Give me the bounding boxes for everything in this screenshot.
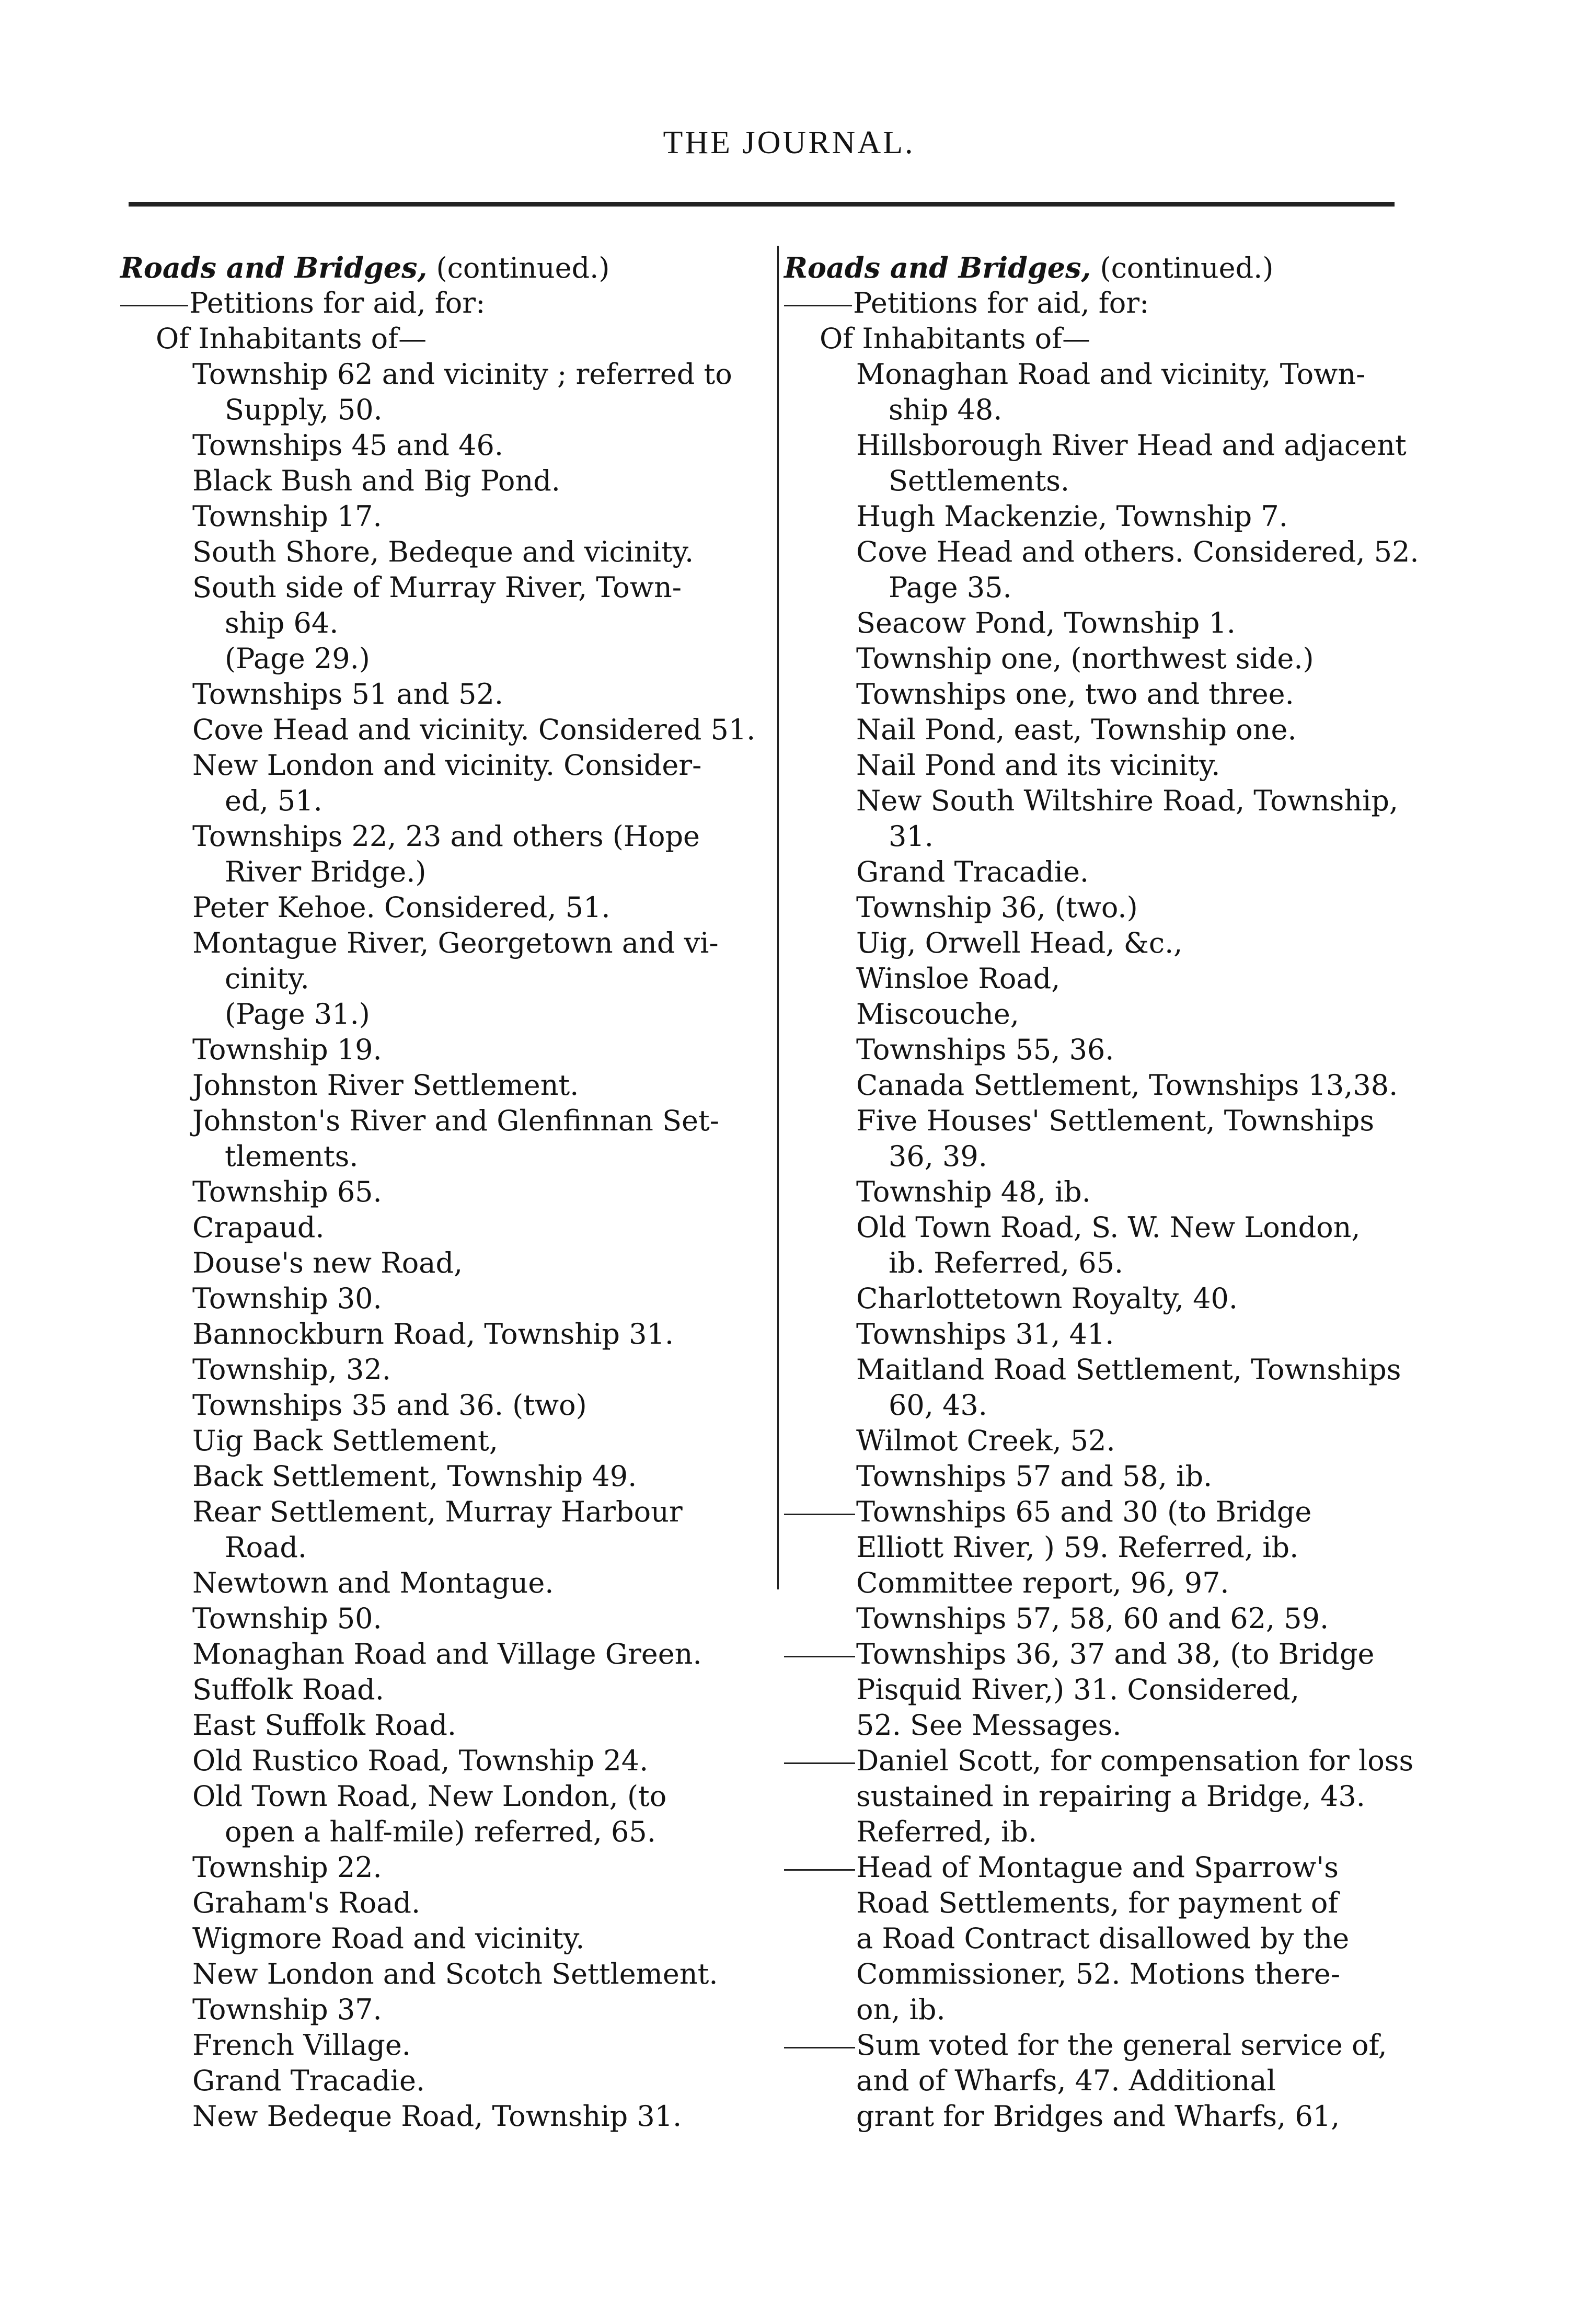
entry: Uig Back Settlement, bbox=[192, 1424, 498, 1457]
entry: Five Houses' Settlement, Townships bbox=[856, 1104, 1375, 1137]
entry: Winsloe Road, bbox=[856, 962, 1061, 995]
entry: Old Town Road, New London, (to bbox=[192, 1780, 667, 1813]
subheading: Petitions for aid, for: bbox=[120, 285, 768, 321]
entry: Graham's Road. bbox=[192, 1886, 421, 1919]
entry: New London and vicinity. Consider- bbox=[192, 749, 702, 782]
left-column bbox=[120, 250, 768, 2134]
entry: Nail Pond, east, Township one. bbox=[856, 713, 1297, 746]
entry: Old Rustico Road, Township 24. bbox=[192, 1744, 649, 1777]
entry-continuation: sustained in repairing a Bridge, 43. bbox=[856, 1780, 1365, 1813]
entry: Township 36, (two.) bbox=[856, 891, 1138, 924]
entry-continuation: River Bridge.) bbox=[225, 855, 427, 888]
entry: Township 50. bbox=[192, 1602, 382, 1635]
entry: Township 37. bbox=[192, 1993, 382, 2026]
entry: Townships 55, 36. bbox=[856, 1033, 1114, 1066]
entry: Uig, Orwell Head, &c., bbox=[856, 926, 1183, 959]
entry-continuation: Settlements. bbox=[889, 464, 1070, 497]
em-dash bbox=[784, 1869, 855, 1871]
entry: Crapaud. bbox=[192, 1211, 325, 1244]
entry: Wilmot Creek, 52. bbox=[856, 1424, 1115, 1457]
entry-continuation: 36, 39. bbox=[889, 1140, 987, 1173]
entry-continuation: ib. Referred, 65. bbox=[889, 1246, 1124, 1279]
entry: Newtown and Montague. bbox=[192, 1566, 554, 1599]
entry-continuation: ed, 51. bbox=[225, 784, 322, 817]
entry: South side of Murray River, Town- bbox=[192, 571, 682, 604]
entry-continuation: 31. bbox=[889, 820, 934, 853]
entry: South Shore, Bedeque and vicinity. bbox=[192, 535, 694, 568]
entry-continuation: on, ib. bbox=[856, 1993, 946, 2026]
group-heading: Of Inhabitants of— bbox=[156, 322, 427, 355]
entry: Suffolk Road. bbox=[192, 1673, 384, 1706]
dash-entry: Daniel Scott, for compensation for loss bbox=[784, 1743, 1437, 1779]
entry: Township one, (northwest side.) bbox=[856, 642, 1314, 675]
entry-continuation: (Page 31.) bbox=[225, 998, 370, 1031]
entry: Township 30. bbox=[192, 1282, 382, 1315]
entry: Bannockburn Road, Township 31. bbox=[192, 1318, 674, 1350]
entry: Hugh Mackenzie, Township 7. bbox=[856, 500, 1288, 533]
em-dash bbox=[784, 2047, 855, 2048]
entry-continuation: Elliott River, ) 59. Referred, ib. bbox=[856, 1531, 1299, 1564]
dash-entry: Townships 36, 37 and 38, (to Bridge bbox=[784, 1636, 1437, 1672]
entry-continuation: tlements. bbox=[225, 1140, 359, 1173]
entry: Monaghan Road and Village Green. bbox=[192, 1638, 702, 1670]
entry: Township 19. bbox=[192, 1033, 382, 1066]
em-dash bbox=[784, 1762, 855, 1764]
entry: Township, 32. bbox=[192, 1353, 391, 1386]
entry: Johnston River Settlement. bbox=[192, 1069, 579, 1102]
entry-continuation: cinity. bbox=[225, 962, 309, 995]
entry-continuation: ship 48. bbox=[889, 393, 1003, 426]
entry: Townships 45 and 46. bbox=[192, 429, 504, 462]
entry-continuation: Commissioner, 52. Motions there- bbox=[856, 1957, 1341, 1990]
page-title: THE JOURNAL. bbox=[663, 125, 915, 161]
entry: Township 62 and vicinity ; referred to bbox=[192, 358, 732, 391]
entry: Black Bush and Big Pond. bbox=[192, 464, 560, 497]
entry: Township 48, ib. bbox=[856, 1175, 1091, 1208]
entry: French Village. bbox=[192, 2029, 411, 2062]
entry-continuation: a Road Contract disallowed by the bbox=[856, 1922, 1350, 1955]
entry: Old Town Road, S. W. New London, bbox=[856, 1211, 1361, 1244]
entry: Cove Head and others. Considered, 52. bbox=[856, 535, 1419, 568]
entry-continuation: 60, 43. bbox=[889, 1389, 987, 1422]
entry-continuation: Referred, ib. bbox=[856, 1815, 1038, 1848]
entry: Townships one, two and three. bbox=[856, 678, 1294, 711]
entry: Hillsborough River Head and adjacent bbox=[856, 429, 1407, 462]
entry: Township 22. bbox=[192, 1851, 382, 1884]
entry: Cove Head and vicinity. Considered 51. bbox=[192, 713, 756, 746]
entry: Townships 31, 41. bbox=[856, 1318, 1114, 1350]
em-dash bbox=[784, 305, 852, 306]
em-dash bbox=[784, 1514, 855, 1515]
section-heading: Roads and Bridges, (continued.) bbox=[120, 251, 610, 284]
entry: Montague River, Georgetown and vi- bbox=[192, 926, 719, 959]
entry: Townships 35 and 36. (two) bbox=[192, 1389, 587, 1422]
entry: New South Wiltshire Road, Township, bbox=[856, 784, 1399, 817]
entry: Committee report, 96, 97. bbox=[856, 1566, 1229, 1599]
entry: Douse's new Road, bbox=[192, 1246, 463, 1279]
entry: Seacow Pond, Township 1. bbox=[856, 606, 1236, 639]
section-heading: Roads and Bridges, (continued.) bbox=[784, 251, 1274, 284]
entry-continuation: Pisquid River,) 31. Considered, bbox=[856, 1673, 1299, 1706]
entry: Townships 57, 58, 60 and 62, 59. bbox=[856, 1602, 1329, 1635]
entry: Nail Pond and its vicinity. bbox=[856, 749, 1220, 782]
column-divider bbox=[777, 246, 779, 1589]
entry-continuation: Page 35. bbox=[889, 571, 1012, 604]
entry-continuation: Supply, 50. bbox=[225, 393, 383, 426]
subheading: Petitions for aid, for: bbox=[784, 285, 1437, 321]
right-column bbox=[784, 250, 1437, 2134]
entry: Grand Tracadie. bbox=[856, 855, 1089, 888]
entry: Townships 51 and 52. bbox=[192, 678, 504, 711]
entry-continuation: grant for Bridges and Wharfs, 61, bbox=[856, 2100, 1340, 2133]
entry: Maitland Road Settlement, Townships bbox=[856, 1353, 1401, 1386]
group-heading: Of Inhabitants of— bbox=[820, 322, 1091, 355]
entry: Grand Tracadie. bbox=[192, 2064, 425, 2097]
entry-continuation: and of Wharfs, 47. Additional bbox=[856, 2064, 1276, 2097]
entry: East Suffolk Road. bbox=[192, 1709, 457, 1742]
entry: Back Settlement, Township 49. bbox=[192, 1460, 637, 1493]
entry: Canada Settlement, Townships 13,38. bbox=[856, 1069, 1398, 1102]
dash-entry: Head of Montague and Sparrow's bbox=[784, 1850, 1437, 1885]
entry: New London and Scotch Settlement. bbox=[192, 1957, 718, 1990]
header-rule bbox=[129, 202, 1395, 207]
entry: Wigmore Road and vicinity. bbox=[192, 1922, 585, 1955]
entry-continuation: open a half-mile) referred, 65. bbox=[225, 1815, 656, 1848]
em-dash bbox=[120, 305, 188, 306]
entry: Johnston's River and Glenfinnan Set- bbox=[192, 1104, 719, 1137]
entry: Rear Settlement, Murray Harbour bbox=[192, 1495, 683, 1528]
entry: Townships 57 and 58, ib. bbox=[856, 1460, 1213, 1493]
entry: Miscouche, bbox=[856, 998, 1019, 1031]
entry-continuation: Road. bbox=[225, 1531, 307, 1564]
entry: Township 17. bbox=[192, 500, 382, 533]
em-dash bbox=[784, 1656, 855, 1657]
dash-entry: Townships 65 and 30 (to Bridge bbox=[784, 1494, 1437, 1530]
entry: Charlottetown Royalty, 40. bbox=[856, 1282, 1238, 1315]
dash-entry: Sum voted for the general service of, bbox=[784, 2028, 1437, 2063]
entry-continuation: (Page 29.) bbox=[225, 642, 370, 675]
entry: Monaghan Road and vicinity, Town- bbox=[856, 358, 1366, 391]
entry-continuation: Road Settlements, for payment of bbox=[856, 1886, 1339, 1919]
entry: Peter Kehoe. Considered, 51. bbox=[192, 891, 611, 924]
entry: Townships 22, 23 and others (Hope bbox=[192, 820, 700, 853]
entry-continuation: 52. See Messages. bbox=[856, 1709, 1122, 1742]
entry: Township 65. bbox=[192, 1175, 382, 1208]
entry-continuation: ship 64. bbox=[225, 606, 339, 639]
entry: New Bedeque Road, Township 31. bbox=[192, 2100, 682, 2133]
